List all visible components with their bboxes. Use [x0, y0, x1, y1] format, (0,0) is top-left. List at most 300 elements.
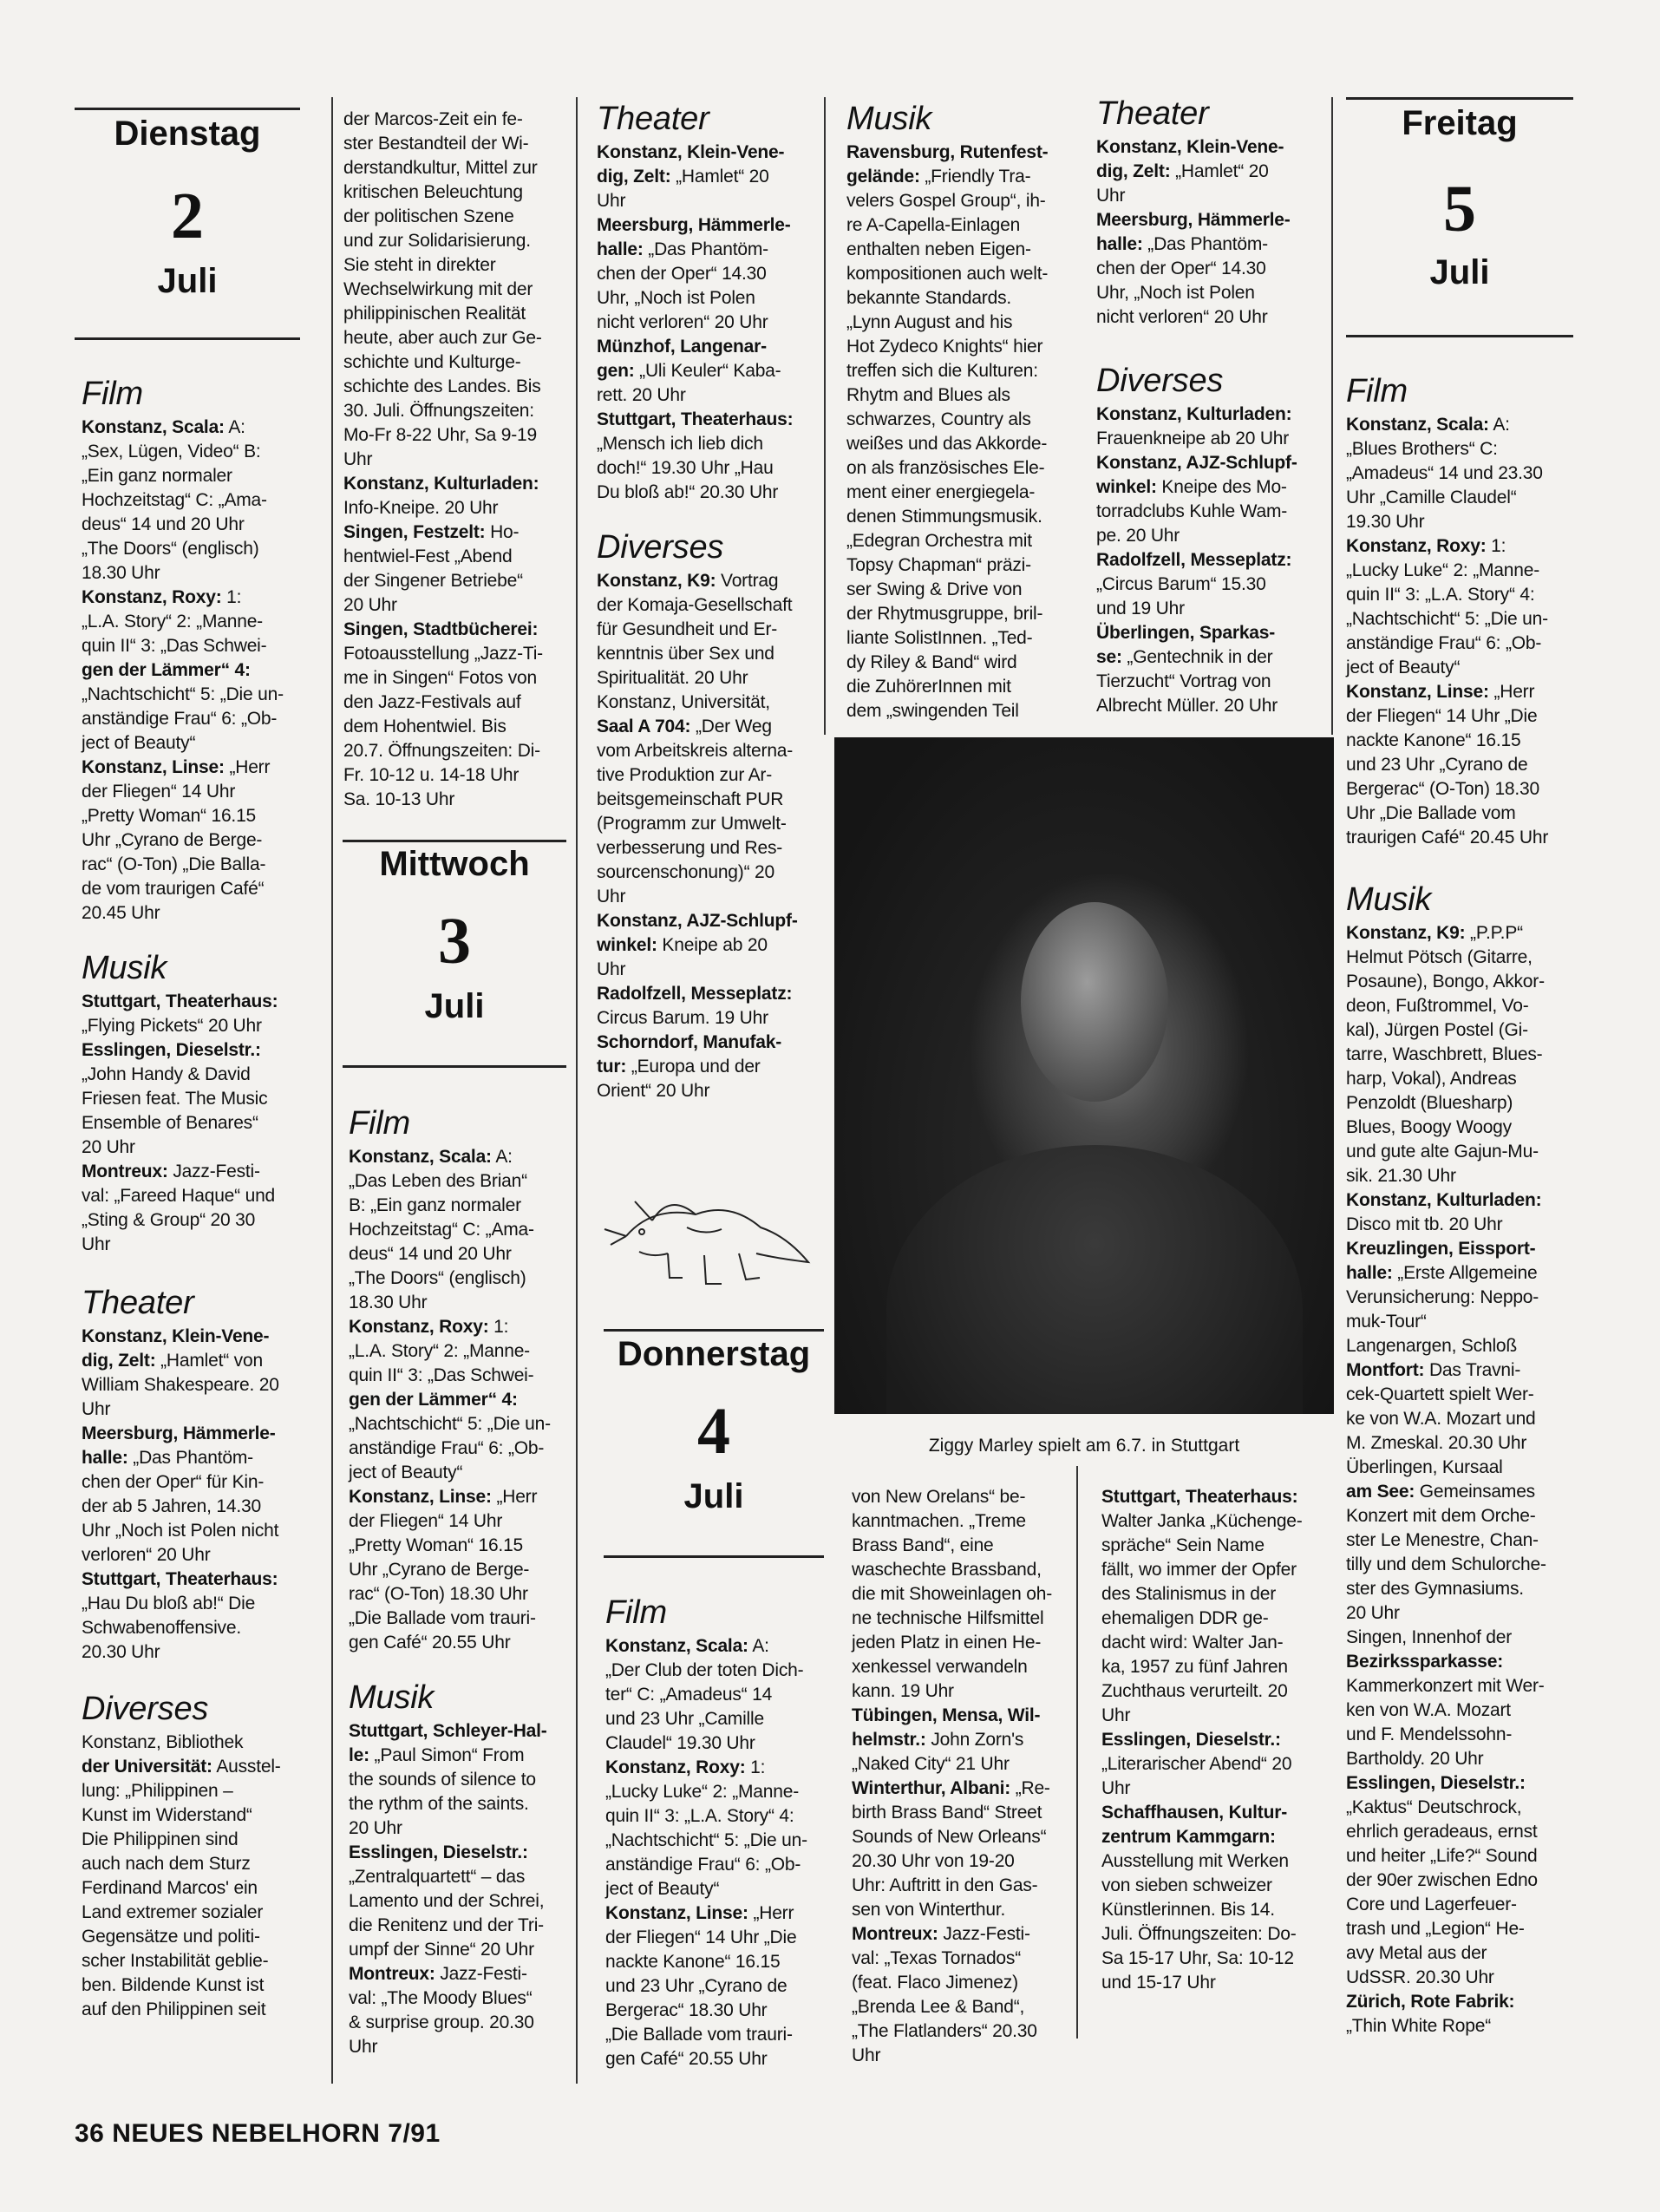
listing-line: kenntnis über Sex und: [597, 644, 774, 664]
section-heading-film: Film: [82, 376, 143, 412]
header-rule: [604, 1329, 824, 1332]
listing-line: heute, aber auch zur Ge-: [343, 328, 542, 348]
listing-line: und 23 Uhr „Camille: [605, 1709, 764, 1729]
column-2: [343, 108, 571, 812]
listing-line: Singen, Stadtbücherei:: [343, 619, 539, 639]
listing-line: Konstanz, Kulturladen:: [343, 474, 539, 494]
listing-line: Land extremer sozialer: [82, 1902, 264, 1922]
listing-line: „John Handy & David: [82, 1064, 251, 1084]
listing-line: winkel: Kneipe ab 20: [597, 935, 768, 955]
listing-line: quin II“ 3: „Das Schwei-: [349, 1365, 534, 1385]
listing-line: Hochzeitstag“ C: „Ama-: [82, 490, 267, 510]
listing-line: Sie steht in direkter: [343, 255, 496, 275]
listing-line: kal), Jürgen Postel (Gi-: [1346, 1020, 1528, 1040]
listing-line: Uhr „Cyrano de Berge-: [82, 830, 263, 850]
listing-line: Uhr „Noch ist Polen nicht: [82, 1521, 279, 1541]
listing-line: Ferdinand Marcos' ein: [82, 1878, 258, 1898]
listing-line: kann. 19 Uhr: [852, 1681, 954, 1701]
listing-film: [349, 1145, 576, 1655]
listing-line: „Pretty Woman“ 16.15: [82, 806, 257, 826]
listing-line: anständige Frau“ 6: „Ob-: [349, 1438, 545, 1458]
listing-line: Stuttgart, Theaterhaus:: [82, 991, 278, 1011]
listing-line: scher Instabilität geblie-: [82, 1951, 269, 1971]
listing-line: 20 Uhr: [349, 1818, 402, 1838]
listing-line: rac“ (O-Ton) 18.30 Uhr: [349, 1584, 528, 1604]
listing-line: ken von W.A. Mozart: [1346, 1700, 1511, 1720]
listing-line: „Circus Barum“ 15.30: [1096, 574, 1266, 594]
header-rule: [604, 1555, 824, 1558]
listing-line: deon, Fußtrommel, Vo-: [1346, 996, 1529, 1016]
listing-line: und zur Solidarisierung.: [343, 231, 531, 251]
listing-line: Radolfzell, Messeplatz:: [1096, 550, 1292, 570]
listing-line: Schwabenoffensive.: [82, 1618, 241, 1638]
listing-line: Stuttgart, Theaterhaus:: [82, 1569, 278, 1589]
listing-line: „Nachtschicht“ 5: „Die un-: [1346, 609, 1548, 629]
listing-line: „Die Ballade vom trauri-: [349, 1608, 536, 1628]
listing-line: „Nachtschicht“ 5: „Die un-: [605, 1830, 807, 1850]
listing-line: ben. Bildende Kunst ist: [82, 1975, 265, 1995]
listing-line: ject of Beauty“: [82, 733, 196, 753]
listing-line: treffen sich die Kulturen:: [846, 361, 1038, 381]
listing-line: (Programm zur Umwelt-: [597, 814, 787, 834]
header-rule: [1346, 335, 1573, 337]
listing-line: der politischen Szene: [343, 206, 514, 226]
listing-line: Montreux: Jazz-Festi-: [852, 1924, 1030, 1944]
column-rule: [824, 97, 826, 735]
listing-line: „Pretty Woman“ 16.15: [349, 1535, 524, 1555]
listing-line: birth Brass Band“ Street: [852, 1803, 1042, 1823]
listing-line: ke von W.A. Mozart und: [1346, 1409, 1536, 1429]
listing-line: Überlingen, Sparkas-: [1096, 623, 1276, 643]
section-heading-musik: Musik: [82, 950, 167, 986]
listing-line: Sounds of New Orleans“: [852, 1827, 1047, 1847]
listing-line: „L.A. Story“ 2: „Manne-: [82, 612, 263, 632]
listing-line: derstandkultur, Mittel zur: [343, 158, 538, 178]
listing-line: deus“ 14 und 20 Uhr: [82, 514, 245, 534]
column-1: [82, 376, 316, 2022]
listing-line: weißes und das Akkorde-: [846, 434, 1048, 454]
listing-line: lung: „Philippinen –: [82, 1781, 233, 1801]
listing-line: schichte des Landes. Bis: [343, 376, 541, 396]
column-rule: [331, 97, 333, 2084]
listing-line: Uhr „Cyrano de Berge-: [349, 1560, 530, 1580]
listing-line: Konstanz, Universität,: [597, 692, 770, 712]
listing-line: Konstanz, Kulturladen:: [1346, 1190, 1542, 1210]
column-4: [846, 101, 1074, 723]
listing-line: Radolfzell, Messeplatz:: [597, 984, 793, 1004]
listing-line: 20.30 Uhr von 19-20: [852, 1851, 1015, 1871]
listing-line: „Blues Brothers“ C:: [1346, 439, 1498, 459]
listing-line: helmstr.: John Zorn's: [852, 1730, 1024, 1750]
listing-film: [1346, 413, 1580, 850]
listing-line: Esslingen, Dieselstr.:: [1101, 1730, 1281, 1750]
listing-line: dem „swingenden Teil: [846, 701, 1019, 721]
listing-line: „Lucky Luke“ 2: „Manne-: [1346, 560, 1539, 580]
listing-line: Konstanz, Roxy: 1:: [82, 587, 242, 607]
listing-line: „Edegran Orchestra mit: [846, 531, 1032, 551]
column-4-lower: [852, 1485, 1079, 2068]
listing-line: de vom traurigen Café“: [82, 879, 265, 899]
column-5: [1096, 95, 1330, 718]
listing-line: Meersburg, Hämmerle-: [82, 1423, 276, 1443]
listing-line: zentrum Kammgarn:: [1101, 1827, 1276, 1847]
listing-line: der 90er zwischen Edno: [1346, 1870, 1538, 1890]
listing-line: Konstanz, Roxy: 1:: [1346, 536, 1506, 556]
listing-line: sen von Winterthur.: [852, 1900, 1006, 1920]
listing-line: des Stalinismus in der: [1101, 1584, 1277, 1604]
listing-line: halle: „Das Phantöm-: [1096, 234, 1268, 254]
listing-line: ject of Beauty“: [605, 1879, 720, 1899]
listing-line: „L.A. Story“ 2: „Manne-: [349, 1341, 530, 1361]
listing-line: Langenargen, Schloß: [1346, 1336, 1518, 1356]
page-number: 36: [75, 2119, 105, 2148]
listing-line: die ZuhörerInnen mit: [846, 677, 1011, 697]
listing-line: gen: „Uli Keuler“ Kaba-: [597, 361, 781, 381]
listing-line: von sieben schweizer: [1101, 1875, 1272, 1895]
listing-line: ster Le Menestre, Chan-: [1346, 1530, 1539, 1550]
column-5-lower: [1101, 1485, 1336, 1995]
listing-line: Hot Zydeco Knights“ hier: [846, 337, 1043, 357]
listing-line: „The Doors“ (englisch): [82, 539, 259, 559]
listing-line: der Marcos-Zeit ein fe-: [343, 109, 523, 129]
listing-line: xenkessel verwandeln: [852, 1657, 1028, 1677]
listing-line: „Die Ballade vom trauri-: [605, 2025, 793, 2045]
section-heading-diverses: Diverses: [597, 529, 724, 566]
issue-number: 7/91: [388, 2119, 441, 2148]
listing-line: anständige Frau“ 6: „Ob-: [605, 1855, 801, 1875]
listing-line: „Mensch ich lieb dich: [597, 434, 763, 454]
listing-line: der ab 5 Jahren, 14.30: [82, 1496, 261, 1516]
listing-musik: [1346, 921, 1580, 2039]
listing-line: Montreux: Jazz-Festi-: [82, 1162, 260, 1181]
listing-line: ehrlich geradeaus, ernst: [1346, 1822, 1538, 1842]
listing-line: val: „The Moody Blues“: [349, 1988, 533, 2008]
listing-line: „Naked City“ 21 Uhr: [852, 1754, 1010, 1774]
listing-line: Schorndorf, Manufak-: [597, 1032, 782, 1052]
listing-line: Ensemble of Benares“: [82, 1113, 258, 1133]
listing-musik: [349, 1719, 576, 2059]
listing-line: Uhr: [343, 449, 373, 469]
header-rule: [75, 108, 300, 110]
column-6: [1346, 373, 1580, 2039]
listing-line: Uhr, „Noch ist Polen: [1096, 283, 1255, 303]
listing-line: ne technische Hilfsmittel: [852, 1608, 1044, 1628]
listing-line: Saal A 704: „Der Weg: [597, 717, 772, 736]
listing-line: und 23 Uhr „Cyrano de: [1346, 755, 1528, 775]
listing-line: Lamento und der Schrei,: [349, 1891, 545, 1911]
listing-theater: [597, 141, 824, 505]
listing-line: und 15-17 Uhr: [1101, 1973, 1216, 1993]
listing-line: waschechte Brassband,: [852, 1560, 1042, 1580]
listing-line: Friesen feat. The Music: [82, 1089, 268, 1109]
section-heading-film: Film: [1346, 373, 1408, 409]
listing-line: val: „Texas Tornados“: [852, 1948, 1022, 1968]
listing-line: Künstlerinnen. Bis 14.: [1101, 1900, 1275, 1920]
month: Juli: [1429, 253, 1490, 291]
listing-line: Juli. Öffnungszeiten: Do-: [1101, 1924, 1297, 1944]
listing-line: Core und Lagerfeuer-: [1346, 1895, 1517, 1914]
listing-line: on als französisches Ele-: [846, 458, 1045, 478]
listing-line: Disco mit tb. 20 Uhr: [1346, 1214, 1503, 1234]
listing-line: nicht verloren“ 20 Uhr: [1096, 307, 1268, 327]
listing-line: UdSSR. 20.30 Uhr: [1346, 1967, 1494, 1987]
listing-line: Konstanz, Linse: „Herr: [1346, 682, 1535, 702]
listing-line: Konstanz, Klein-Vene-: [597, 142, 785, 162]
listing-line: Sa. 10-13 Uhr: [343, 789, 455, 809]
section-heading-film: Film: [605, 1594, 667, 1631]
listing-theater: [82, 1325, 316, 1665]
listing-line: der Komaja-Gesellschaft: [597, 595, 793, 615]
listing-line: den Jazz-Festivals auf: [343, 692, 521, 712]
listing-line: winkel: Kneipe des Mo-: [1096, 477, 1287, 497]
weekday: Mittwoch: [379, 845, 530, 883]
section-heading-theater: Theater: [1096, 95, 1209, 132]
month: Juli: [424, 987, 485, 1025]
header-rule: [1346, 97, 1573, 100]
listing-line: halle: „Erste Allgemeine: [1346, 1263, 1538, 1283]
listing-line: ject of Beauty“: [349, 1463, 463, 1482]
listing-line: beitsgemeinschaft PUR: [597, 789, 784, 809]
listing-line: der Fliegen“ 14 Uhr: [82, 782, 236, 802]
listing-line: Konstanz, Linse: „Herr: [349, 1487, 538, 1507]
listing-line: Uhr: [82, 1234, 111, 1254]
listing-line: Konstanz, Scala: A:: [349, 1147, 513, 1167]
listing-line: 19.30 Uhr: [1346, 512, 1425, 532]
listing-line: ster Bestandteil der Wi-: [343, 134, 529, 154]
listing-line: der Singener Betriebe“: [343, 571, 523, 591]
listing-line: rac“ (O-Ton) „Die Balla-: [82, 854, 266, 874]
column-rule: [1331, 97, 1333, 735]
day-number: 2: [171, 180, 204, 252]
listing-line: re A-Capella-Einlagen: [846, 215, 1021, 235]
listing-line: Zuchthaus verurteilt. 20: [1101, 1681, 1288, 1701]
listing-line: ment einer energiegela-: [846, 482, 1036, 502]
listing-line: Stuttgart, Schleyer-Hal-: [349, 1721, 547, 1741]
listing-line: enthalten neben Eigen-: [846, 239, 1031, 259]
listing-line: Fr. 10-12 u. 14-18 Uhr: [343, 765, 520, 785]
listing-line: der Fliegen“ 14 Uhr: [349, 1511, 503, 1531]
listing-line: Bezirkssparkasse:: [1346, 1652, 1504, 1672]
listing-line: Winterthur, Albani: „Re-: [852, 1778, 1050, 1798]
listing-line: Konstanz, Scala: A:: [82, 417, 245, 437]
listing-line: auch nach dem Sturz: [82, 1854, 251, 1874]
listing-line: Mo-Fr 8-22 Uhr, Sa 9-19: [343, 425, 537, 445]
listing-line: dem Hohentwiel. Bis: [343, 717, 506, 736]
listing-line: chen der Oper“ für Kin-: [82, 1472, 265, 1492]
listing-line: auf den Philippinen seit: [82, 1999, 266, 2019]
listing-line: Fotoausstellung „Jazz-Ti-: [343, 644, 543, 664]
listing-line: Uhr: Auftritt in den Gas-: [852, 1875, 1038, 1895]
magazine-name: NEUES NEBELHORN: [112, 2119, 381, 2148]
listing-line: le: „Paul Simon“ From: [349, 1745, 525, 1765]
listing-line: die Renitenz und der Tri-: [349, 1915, 544, 1935]
listing-line: 18.30 Uhr: [349, 1293, 428, 1312]
listing-line: Wechselwirkung mit der: [343, 279, 533, 299]
listing-line: gen der Lämmer“ 4:: [82, 660, 251, 680]
listing-line: Bergerac“ (O-Ton) 18.30: [1346, 779, 1539, 799]
photo-face: [1021, 902, 1168, 1102]
listing-line: Uhr: [1101, 1705, 1131, 1725]
listing-line: der Fliegen“ 14 Uhr „Die: [1346, 706, 1538, 726]
listing-line: Uhr: [597, 191, 626, 211]
listing-line: Posaune), Bongo, Akkor-: [1346, 972, 1545, 991]
weekday: Dienstag: [114, 115, 261, 153]
listing-continuation: [852, 1485, 1079, 2068]
listing-line: tilly und dem Schulorche-: [1346, 1554, 1546, 1574]
section-heading-film: Film: [349, 1105, 410, 1142]
listing-line: tur: „Europa und der: [597, 1057, 761, 1077]
listing-line: jeden Platz in einen He-: [852, 1633, 1042, 1652]
listing-line: dig, Zelt: „Hamlet“ 20: [1096, 161, 1269, 181]
listing-line: torradclubs Kuhle Wam-: [1096, 501, 1288, 521]
listing-line: Konstanz, K9: „P.P.P“: [1346, 923, 1523, 943]
listing-line: „The Doors“ (englisch): [349, 1268, 526, 1288]
listing-line: Stuttgart, Theaterhaus:: [597, 409, 794, 429]
listing-line: dig, Zelt: „Hamlet“ 20: [597, 167, 769, 187]
listing-line: Singen, Festzelt: Ho-: [343, 522, 520, 542]
listing-line: dig, Zelt: „Hamlet“ von: [82, 1351, 263, 1371]
listing-line: gen der Lämmer“ 4:: [349, 1390, 518, 1410]
listing-line: ehemaligen DDR ge-: [1101, 1608, 1269, 1628]
column-3-lower: [605, 1594, 833, 2071]
listing-line: harp, Vokal), Andreas: [1346, 1069, 1517, 1089]
listing-line: Montfort: Das Travni-: [1346, 1360, 1521, 1380]
listing-line: Helmut Pötsch (Gitarre,: [1346, 947, 1533, 967]
listing-line: Verunsicherung: Neppo-: [1346, 1287, 1539, 1307]
month: Juli: [157, 262, 218, 300]
listing-line: „Brenda Lee & Band“,: [852, 1997, 1025, 2017]
header-rule: [343, 840, 566, 842]
listing-line: sourcenschonung)“ 20: [597, 862, 774, 882]
listing-line: & surprise group. 20.30: [349, 2012, 534, 2032]
listing-line: ser Swing & Drive von: [846, 579, 1023, 599]
listing-line: und gute alte Gajun-Mu-: [1346, 1142, 1539, 1162]
listing-line: „Kaktus“ Deutschrock,: [1346, 1797, 1522, 1817]
listing-line: „Lucky Luke“ 2: „Manne-: [605, 1782, 799, 1802]
listing-line: the rythm of the saints.: [349, 1794, 529, 1814]
listing-line: rett. 20 Uhr: [597, 385, 686, 405]
day-number: 3: [438, 905, 471, 978]
listing-line: „Der Club der toten Dich-: [605, 1660, 804, 1680]
listing-line: Konstanz, Linse: „Herr: [82, 757, 271, 777]
listing-diverses: [1096, 402, 1330, 718]
listing-line: Blues, Boogy Woogy: [1346, 1117, 1512, 1137]
listing-line: verloren“ 20 Uhr: [82, 1545, 211, 1565]
day-number: 4: [697, 1395, 730, 1468]
listing-line: liante SolistInnen. „Ted-: [846, 628, 1033, 648]
listing-line: Info-Kneipe. 20 Uhr: [343, 498, 499, 518]
listing-line: „Zentralquartett“ – das: [349, 1867, 526, 1887]
listing-line: doch!“ 19.30 Uhr „Hau: [597, 458, 774, 478]
listing-line: deus“ 14 und 20 Uhr: [349, 1244, 512, 1264]
section-heading-diverses: Diverses: [1096, 363, 1224, 399]
listing-line: der Fliegen“ 14 Uhr „Die: [605, 1927, 797, 1947]
section-heading-theater: Theater: [82, 1285, 194, 1321]
listing-line: Esslingen, Dieselstr.:: [82, 1040, 261, 1060]
listing-line: gen Café“ 20.55 Uhr: [605, 2049, 768, 2069]
listing-line: am See: Gemeinsames: [1346, 1482, 1535, 1502]
listing-line: Konstanz, AJZ-Schlupf-: [597, 911, 798, 931]
listing-line: Ravensburg, Rutenfest-: [846, 142, 1049, 162]
listing-line: kompositionen auch welt-: [846, 264, 1049, 284]
listing-line: Ausstellung mit Werken: [1101, 1851, 1289, 1871]
listing-line: halle: „Das Phantöm-: [597, 239, 768, 259]
listing-line: Gegensätze und politi-: [82, 1927, 260, 1947]
listing-line: Uhr: [852, 2045, 881, 2065]
listing-line: spräche“ Sein Name: [1101, 1535, 1265, 1555]
listing-line: tive Produktion zur Ar-: [597, 765, 772, 785]
listing-line: verbesserung und Res-: [597, 838, 783, 858]
listing-line: Konstanz, AJZ-Schlupf-: [1096, 453, 1297, 473]
column-2-lower: [349, 1105, 576, 2059]
listing-line: „Flying Pickets“ 20 Uhr: [82, 1016, 262, 1036]
listing-line: Circus Barum. 19 Uhr: [597, 1008, 768, 1028]
listing-line: Konstanz, Roxy: 1:: [605, 1757, 766, 1777]
section-heading-diverses: Diverses: [82, 1691, 209, 1727]
listing-line: bekannte Standards.: [846, 288, 1012, 308]
listing-line: 18.30 Uhr: [82, 563, 160, 583]
listing-line: Konstanz, Scala: A:: [1346, 415, 1510, 435]
listing-line: traurigen Café“ 20.45 Uhr: [1346, 828, 1549, 847]
listing-line: Schaffhausen, Kultur-: [1101, 1803, 1287, 1823]
listing-line: der Universität: Ausstel-: [82, 1757, 281, 1777]
listing-line: Konstanz, Scala: A:: [605, 1636, 769, 1656]
listing-film: [82, 416, 316, 926]
page-footer: [75, 2119, 441, 2149]
listing-line: se: „Gentechnik in der: [1096, 647, 1273, 667]
section-heading-musik: Musik: [1346, 881, 1432, 918]
listing-line: muk-Tour“: [1346, 1312, 1427, 1332]
listing-line: halle: „Das Phantöm-: [82, 1448, 253, 1468]
listing-line: Rhytm and Blues als: [846, 385, 1010, 405]
listing-line: und 19 Uhr: [1096, 599, 1185, 618]
listing-line: schwarzes, Country als: [846, 409, 1031, 429]
day-number: 5: [1443, 173, 1476, 245]
listing-line: „Nachtschicht“ 5: „Die un-: [349, 1414, 551, 1434]
listing-line: Uhr: [597, 959, 626, 979]
listing-line: (feat. Flaco Jimenez): [852, 1973, 1018, 1993]
listing-line: ter“ C: „Amadeus“ 14: [605, 1685, 773, 1705]
listing-line: Penzoldt (Bluesharp): [1346, 1093, 1513, 1113]
listing-line: Esslingen, Dieselstr.:: [349, 1842, 528, 1862]
listing-line: vom Arbeitskreis alterna-: [597, 741, 794, 761]
day-header-tuesday: [75, 113, 300, 302]
listing-line: quin II“ 3: „Das Schwei-: [82, 636, 267, 656]
listing-line: Zürich, Rote Fabrik:: [1346, 1992, 1515, 2012]
listing-line: denen Stimmungsmusik.: [846, 507, 1042, 527]
listing-line: Uhr: [82, 1399, 111, 1419]
listing-line: me in Singen“ Fotos von: [343, 668, 538, 688]
listing-line: Stuttgart, Theaterhaus:: [1101, 1487, 1298, 1507]
listing-line: chen der Oper“ 14.30: [597, 264, 767, 284]
listing-line: Bartholdy. 20 Uhr: [1346, 1749, 1484, 1769]
listing-line: „Lynn August and his: [846, 312, 1013, 332]
listing-line: Walter Janka „Küchenge-: [1101, 1511, 1303, 1531]
listing-line: chen der Oper“ 14.30: [1096, 259, 1266, 278]
listing-line: für Gesundheit und Er-: [597, 619, 778, 639]
listing-line: M. Zmeskal. 20.30 Uhr: [1346, 1433, 1527, 1453]
listing-line: Konstanz, Klein-Vene-: [82, 1326, 270, 1346]
listing-line: „Das Leben des Brian“: [349, 1171, 527, 1191]
listing-line: ject of Beauty“: [1346, 658, 1461, 677]
listing-line: val: „Fareed Haque“ und: [82, 1186, 276, 1206]
listing-line: avy Metal aus der: [1346, 1943, 1487, 1963]
listing-line: kanntmachen. „Treme: [852, 1511, 1026, 1531]
listing-line: Singen, Innenhof der: [1346, 1627, 1512, 1647]
listing-line: Tübingen, Mensa, Wil-: [852, 1705, 1041, 1725]
listing-line: Tierzucht“ Vortrag von: [1096, 671, 1271, 691]
listing-line: von New Orelans“ be-: [852, 1487, 1026, 1507]
